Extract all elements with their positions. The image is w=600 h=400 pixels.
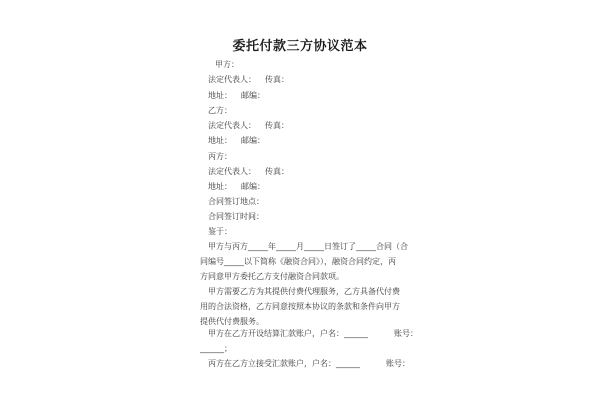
party-a-address-label: 地址： <box>208 91 232 100</box>
party-b-fax-label: 传真： <box>265 121 289 130</box>
account-2-row <box>208 359 410 369</box>
paragraph-1-line-1: 甲方与丙方_____年_____月_____日签订了_____合同（合 <box>208 242 408 251</box>
paragraph-2-line-1: 甲方需要乙方为其提供付费代理服务，乙方具备代付费 <box>208 287 400 296</box>
party-a-rep-label: 法定代表人： <box>208 75 256 84</box>
party-a-info-row <box>208 75 289 85</box>
party-a-address-row <box>208 91 265 101</box>
party-c-postcode-label: 邮编： <box>241 182 265 191</box>
party-b-label: 乙方： <box>208 106 232 115</box>
party-b-address-row <box>208 136 265 146</box>
paragraph-1-line-2: 同编号_____以下简称《融资合同》），融资合同约定，丙 <box>200 257 396 266</box>
party-c-info-row <box>208 167 289 177</box>
paragraph-1-line-3: 方同意甲方委托乙方支付融资合同款项。 <box>200 272 344 281</box>
account-1-number-label: 账号： <box>394 329 418 338</box>
party-c-rep-label: 法定代表人： <box>208 167 256 176</box>
party-a-fax-label: 传真： <box>265 75 289 84</box>
party-c-address-row <box>208 182 265 192</box>
contract-time-label: 合同签订时间： <box>208 212 264 221</box>
account-1-row <box>208 329 418 339</box>
party-b-postcode-label: 邮编： <box>241 136 265 145</box>
party-b-rep-label: 法定代表人： <box>208 121 256 130</box>
party-b-info-row <box>208 121 289 131</box>
paragraph-2-line-3: 提供代付费服务。 <box>200 317 264 326</box>
account-2-number-label: 账号： <box>386 359 410 368</box>
party-c-fax-label: 传真： <box>265 167 289 176</box>
party-a-label: 甲方： <box>215 60 239 69</box>
paragraph-2-line-2: 用的合法资格，乙方同意按照本协议的条款和条件向甲方 <box>200 302 400 311</box>
party-c-address-label: 地址： <box>208 182 232 191</box>
account-1-continuation: ______； <box>200 344 232 353</box>
account-1-name-label: 甲方在乙方开设结算汇款账户，户名：______ <box>208 329 368 338</box>
account-2-name-label: 丙方在乙方立接受汇款账户，户名：______ <box>208 359 360 368</box>
party-b-address-label: 地址： <box>208 136 232 145</box>
whereas-label: 鉴于： <box>208 227 232 236</box>
contract-place-label: 合同签订地点： <box>208 197 264 206</box>
document-title: 委托付款三方协议范本 <box>232 39 368 54</box>
party-a-postcode-label: 邮编： <box>241 91 265 100</box>
party-c-label: 丙方： <box>208 152 232 161</box>
